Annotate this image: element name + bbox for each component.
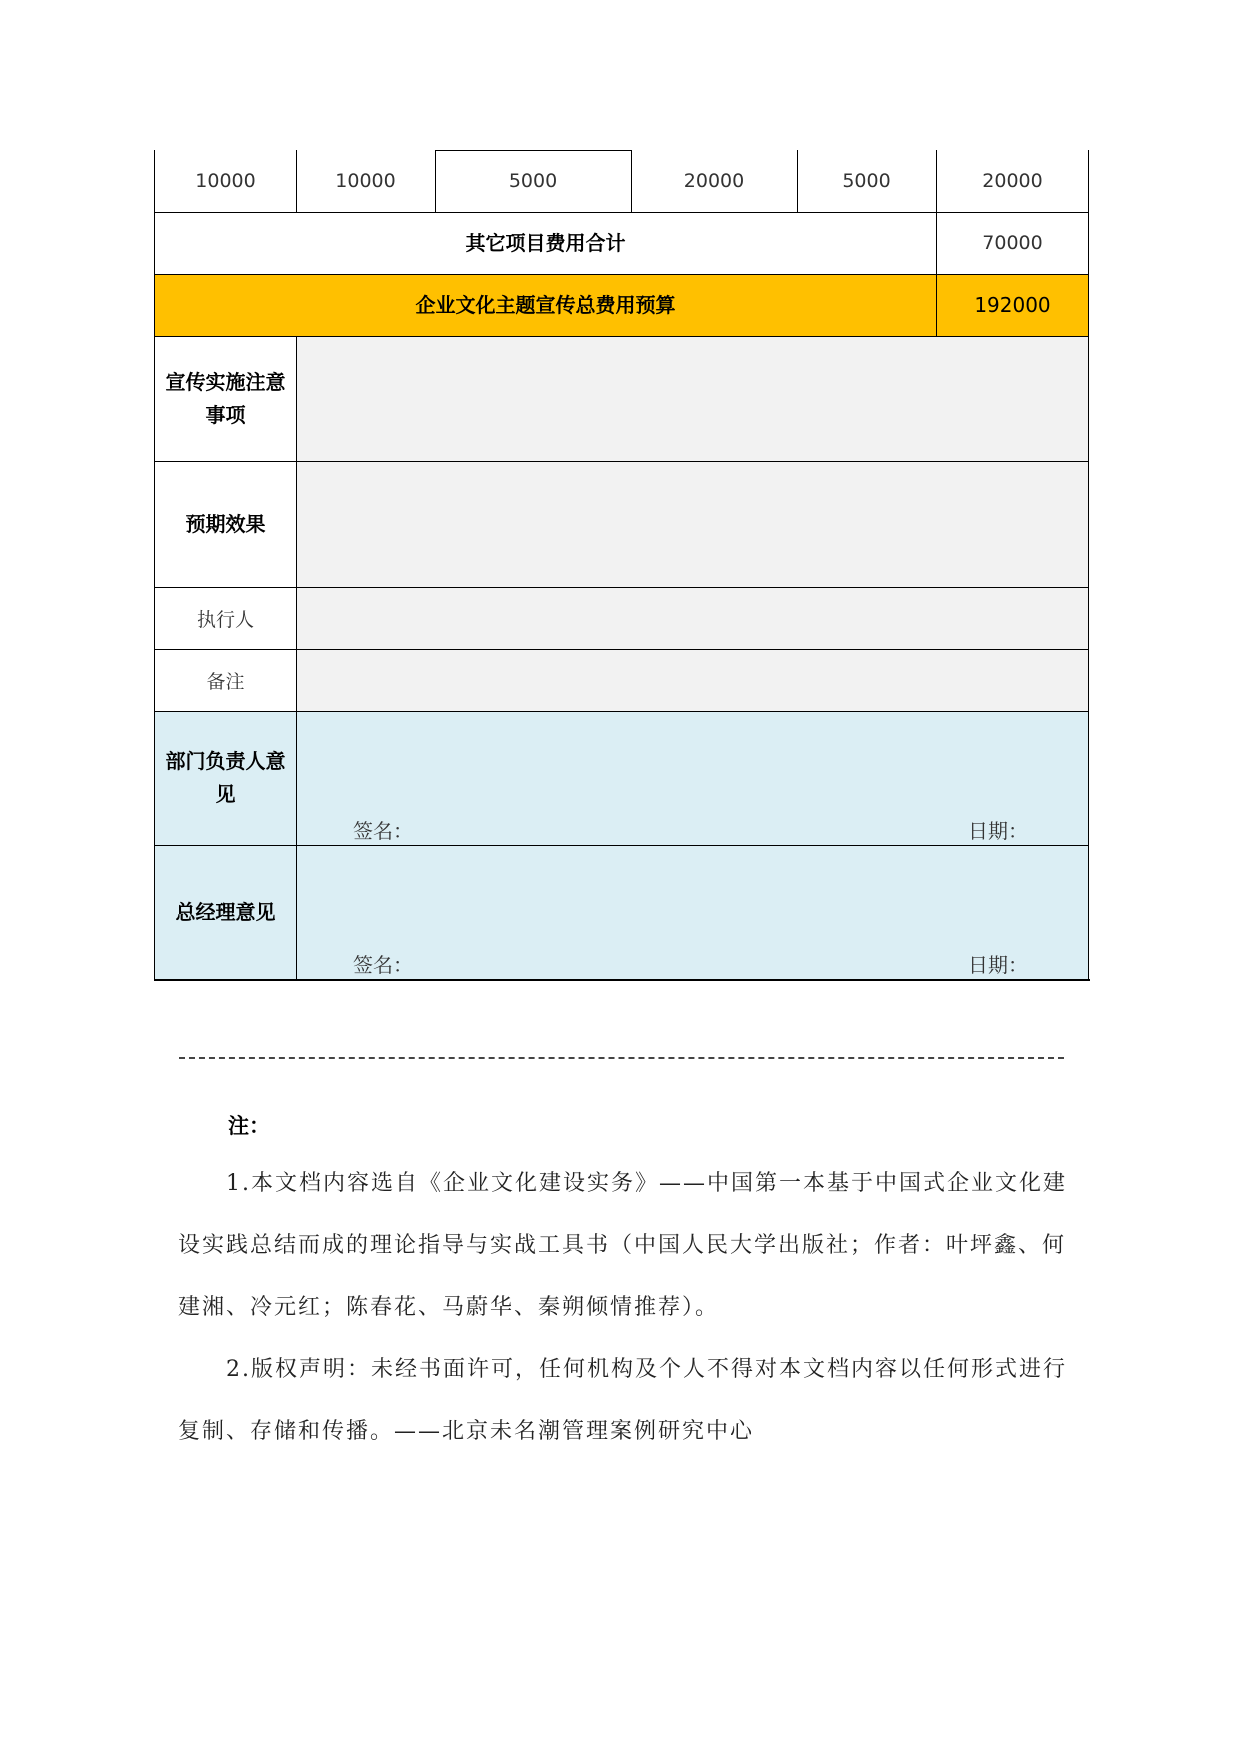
- table-border: [1088, 150, 1089, 981]
- table-border: [155, 274, 1089, 275]
- table-border: [936, 150, 937, 336]
- other-total-value: 70000: [982, 232, 1043, 254]
- table-border: [296, 150, 297, 212]
- expected-effect-content[interactable]: [296, 461, 1089, 587]
- note-item-1: 1.本文档内容选自《企业文化建设实务》——中国第一本基于中国式企业文化建设实践总结而成的理论指导与实战工具书（中国人民大学出版社；作者：叶坪鑫、何建湘、冷元红；陈春花、马蔚华、秦朔倾情推荐）。: [178, 1171, 1067, 1320]
- other-total-label: 其它项目费用合计: [465, 230, 626, 255]
- notes-body: [178, 1153, 1070, 1463]
- dept-head-opinion-label: 部门负责人意见: [165, 749, 286, 806]
- dashed-divider: [179, 1057, 1064, 1059]
- budget-cell-2: 10000: [335, 170, 396, 192]
- dept-date-label: 日期：: [968, 819, 1028, 843]
- executor-content[interactable]: [296, 587, 1089, 649]
- table-border: [435, 150, 436, 212]
- table-border: [154, 150, 155, 981]
- grand-total-label: 企业文化主题宣传总费用预算: [415, 292, 676, 317]
- gm-date-label: 日期：: [968, 953, 1028, 977]
- remarks-content[interactable]: [296, 649, 1089, 711]
- budget-cell-1: 10000: [195, 170, 256, 192]
- note-item-2: 2.版权声明：未经书面许可，任何机构及个人不得对本文档内容以任何形式进行复制、存储和传播。——北京未名潮管理案例研究中心: [178, 1357, 1067, 1444]
- precautions-label: 宣传实施注意事项: [165, 369, 286, 427]
- expected-effect-label: 预期效果: [185, 511, 266, 536]
- gm-sign-label: 签名：: [353, 953, 413, 977]
- table-border: [631, 150, 632, 212]
- budget-cell-4: 20000: [683, 170, 745, 192]
- table-border: [155, 212, 1089, 213]
- budget-cell-5: 5000: [842, 170, 891, 192]
- table-border: [797, 150, 798, 212]
- remarks-label: 备注: [206, 670, 245, 693]
- budget-cell-6: 20000: [982, 170, 1043, 192]
- gm-opinion-label: 总经理意见: [175, 899, 276, 924]
- budget-cell-3: 5000: [508, 170, 558, 192]
- table-border: [435, 150, 631, 151]
- table-border: [296, 336, 297, 979]
- grand-total-value: 192000: [974, 293, 1051, 317]
- dept-sign-label: 签名：: [353, 819, 413, 843]
- notes-title: 注：: [228, 1113, 270, 1138]
- precautions-content[interactable]: [296, 336, 1089, 461]
- executor-label: 执行人: [196, 608, 254, 631]
- table-border: [155, 979, 1090, 981]
